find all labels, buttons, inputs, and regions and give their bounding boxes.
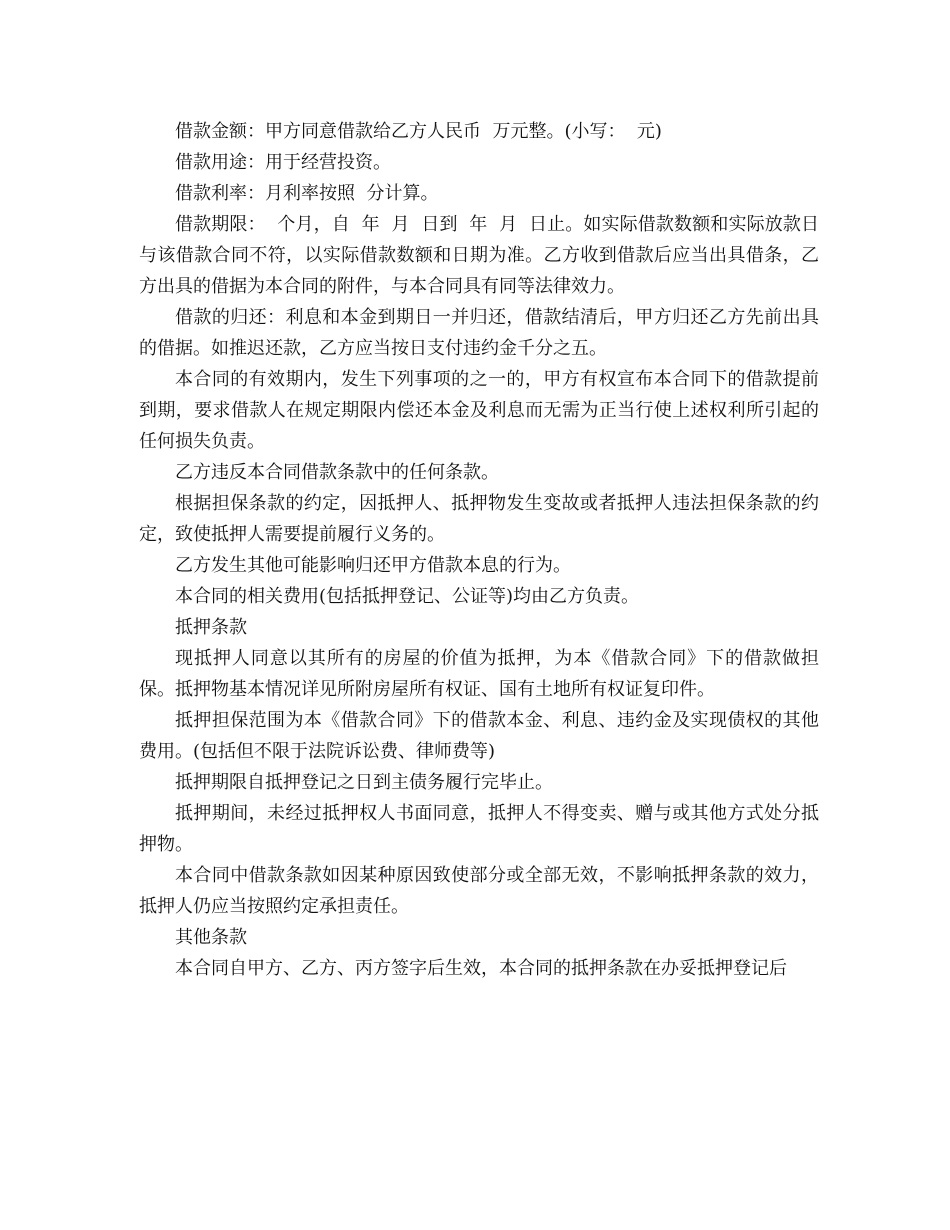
- paragraph-mortgage-validity: 本合同中借款条款如因某种原因致使部分或全部无效，不影响抵押条款的效力，抵押人仍应当按照约定承担责任。: [139, 865, 819, 917]
- paragraph-mortgage-consent: 现抵押人同意以其所有的房屋的价值为抵押，为本《借款合同》下的借款做担保。抵押物基本情况详见所附房屋所有权证、国有土地所有权证复印件。: [139, 648, 819, 700]
- paragraph-mortgage-restriction: 抵押期间，未经过抵押权人书面同意，抵押人不得变卖、赠与或其他方式处分抵押物。: [139, 803, 819, 855]
- paragraph-early-maturity: 本合同的有效期内，发生下列事项的之一的，甲方有权宣布本合同下的借款提前到期，要求借款人在规定期限内偿还本金及利息而无需为正当行使上述权利所引起的任何损失负责。: [139, 369, 819, 452]
- paragraph-loan-amount: 借款金额：甲方同意借款给乙方人民币 万元整。(小写： 元): [175, 121, 662, 142]
- paragraph-loan-repayment: 借款的归还：利息和本金到期日一并归还，借款结清后，甲方归还乙方先前出具的借据。如推迟还款，乙方应当按日支付违约金千分之五。: [139, 307, 819, 359]
- document-body: [139, 116, 819, 984]
- paragraph-effectiveness: 本合同自甲方、乙方、丙方签字后生效，本合同的抵押条款在办妥抵押登记后: [175, 958, 787, 979]
- paragraph-loan-term: 借款期限： 个月，自 年 月 日到 年 月 日止。如实际借款数额和实际放款日与该借款合同不符，以实际借款数额和日期为准。乙方收到借款后应当出具借条，乙方出具的借据为本合同的附件，与本合同具有同等法律效力。: [139, 214, 819, 297]
- paragraph-loan-purpose: 借款用途：用于经营投资。: [175, 152, 391, 173]
- section-heading-other: 其他条款: [175, 927, 247, 948]
- paragraph-breach-item-1: 乙方违反本合同借款条款中的任何条款。: [175, 462, 499, 483]
- paragraph-mortgage-scope: 抵押担保范围为本《借款合同》下的借款本金、利息、违约金及实现债权的其他费用。(包括但不限于法院诉讼费、律师费等): [139, 710, 819, 762]
- paragraph-loan-interest: 借款利率：月利率按照 分计算。: [175, 183, 439, 204]
- paragraph-expenses: 本合同的相关费用(包括抵押登记、公证等)均由乙方负责。: [175, 586, 640, 607]
- paragraph-mortgage-period: 抵押期限自抵押登记之日到主债务履行完毕止。: [175, 772, 553, 793]
- paragraph-breach-item-3: 乙方发生其他可能影响归还甲方借款本息的行为。: [175, 555, 571, 576]
- section-heading-mortgage: 抵押条款: [175, 617, 247, 638]
- paragraph-breach-item-2: 根据担保条款的约定，因抵押人、抵押物发生变故或者抵押人违法担保条款的约定，致使抵押人需要提前履行义务的。: [139, 493, 819, 545]
